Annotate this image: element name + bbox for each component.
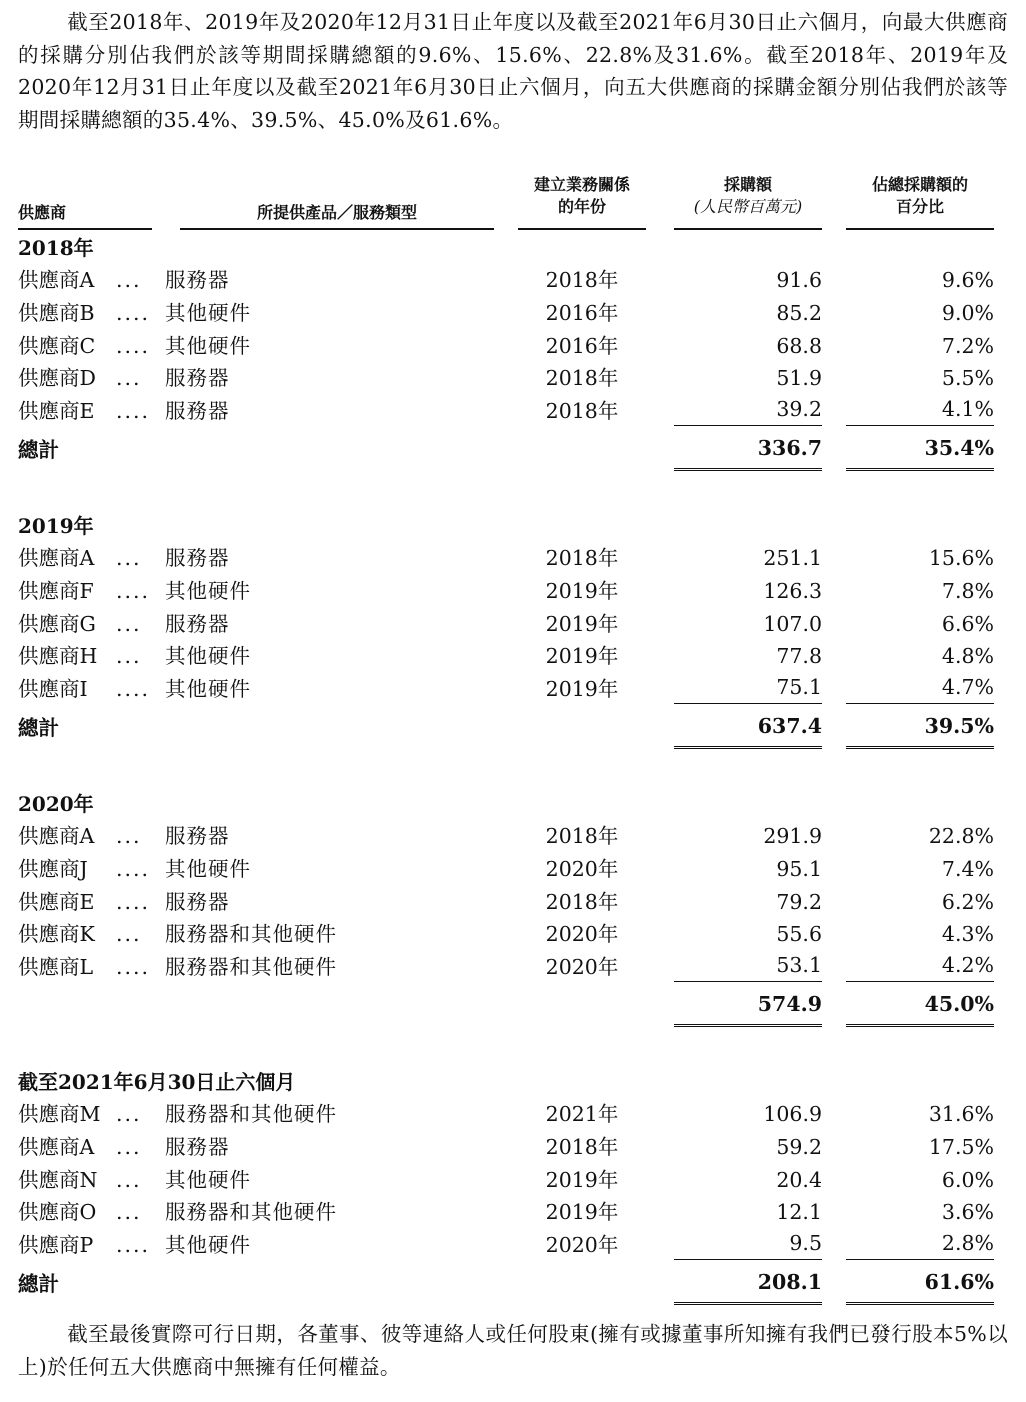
relationship-year: 2019年 <box>545 578 619 603</box>
purchase-percentage: 9.6% <box>941 268 994 292</box>
purchase-amount: 91.6 <box>776 268 822 292</box>
supplier-name: 供應商E <box>18 399 95 424</box>
table-row <box>18 673 994 706</box>
section-title: 2018年 <box>18 236 94 260</box>
header-supplier: 供應商 <box>18 203 67 222</box>
purchase-percentage: 7.2% <box>941 333 994 358</box>
leader-dots: ... <box>116 268 142 292</box>
table-row <box>18 820 994 853</box>
product-type: 服務器和其他硬件 <box>165 1200 337 1225</box>
total-row <box>18 984 994 1024</box>
product-type: 服務器和其他硬件 <box>165 922 337 947</box>
relationship-year: 2020年 <box>545 922 619 947</box>
product-type: 服務器 <box>165 399 230 424</box>
product-type: 其他硬件 <box>165 578 251 603</box>
table-row <box>18 362 994 395</box>
leader-dots: ... <box>116 545 142 570</box>
purchase-amount: 75.1 <box>674 673 822 704</box>
leader-dots: .... <box>116 578 151 603</box>
relationship-year: 2020年 <box>545 1233 619 1258</box>
total-percentage: 61.6% <box>846 1262 994 1305</box>
product-type: 服務器 <box>165 545 230 570</box>
purchase-amount: 107.0 <box>763 611 822 636</box>
total-percentage: 35.4% <box>846 428 994 471</box>
section-title: 2020年 <box>18 791 94 816</box>
relationship-year: 2019年 <box>545 611 619 636</box>
supplier-name: 供應商A <box>18 545 95 570</box>
product-type: 其他硬件 <box>165 333 251 358</box>
header-amount-line2: (人民幣百萬元) <box>693 197 803 216</box>
product-type: 其他硬件 <box>165 856 251 881</box>
table-row <box>18 918 994 951</box>
product-type: 其他硬件 <box>165 677 251 702</box>
purchase-amount: 53.1 <box>674 951 822 982</box>
product-type: 服務器和其他硬件 <box>165 1101 337 1126</box>
relationship-year: 2019年 <box>545 1200 619 1225</box>
header-pct-line2: 百分比 <box>895 197 944 216</box>
header-amount-line1: 採購額 <box>723 175 772 194</box>
purchase-amount: 79.2 <box>776 889 822 914</box>
purchase-percentage: 4.2% <box>846 951 994 982</box>
total-percentage: 45.0% <box>846 984 994 1027</box>
leader-dots: ... <box>116 611 142 636</box>
table-row <box>18 608 994 641</box>
purchase-amount: 55.6 <box>776 922 822 947</box>
leader-dots: .... <box>116 677 151 702</box>
supplier-name: 供應商N <box>18 1167 98 1192</box>
purchase-amount: 68.8 <box>776 333 822 358</box>
table-row <box>18 542 994 575</box>
leader-dots: .... <box>116 1233 151 1258</box>
supplier-name: 供應商O <box>18 1200 97 1225</box>
product-type: 服務器和其他硬件 <box>165 955 337 980</box>
relationship-year: 2020年 <box>545 955 619 980</box>
purchase-percentage: 3.6% <box>941 1200 994 1225</box>
relationship-year: 2019年 <box>545 677 619 702</box>
purchase-percentage: 7.8% <box>941 578 994 603</box>
total-amount: 574.9 <box>674 984 822 1027</box>
total-amount: 637.4 <box>674 706 822 749</box>
purchase-amount: 20.4 <box>776 1167 822 1192</box>
purchase-percentage: 6.0% <box>941 1167 994 1192</box>
supplier-table <box>18 168 994 1302</box>
product-type: 其他硬件 <box>165 300 251 325</box>
leader-dots: ... <box>116 922 142 947</box>
purchase-percentage: 4.7% <box>846 673 994 704</box>
table-header <box>18 168 994 230</box>
supplier-name: 供應商D <box>18 366 96 391</box>
supplier-name: 供應商J <box>18 856 88 881</box>
purchase-percentage: 22.8% <box>928 823 994 848</box>
table-row <box>18 395 994 428</box>
leader-dots: ... <box>116 823 142 848</box>
table-row <box>18 1196 994 1229</box>
supplier-name: 供應商C <box>18 333 96 358</box>
purchase-percentage: 2.8% <box>846 1229 994 1260</box>
purchase-percentage: 7.4% <box>941 856 994 881</box>
closing-paragraph: 截至最後實際可行日期，各董事、彼等連絡人或任何股東(擁有或據董事所知擁有我們已發行股本5%以上)於任何五大供應商中無擁有任何權益。 <box>18 1322 1008 1379</box>
purchase-amount: 59.2 <box>776 1134 822 1159</box>
supplier-name: 供應商F <box>18 578 94 603</box>
purchase-percentage: 9.0% <box>941 300 994 325</box>
supplier-name: 供應商M <box>18 1101 101 1126</box>
total-row <box>18 706 994 746</box>
table-row <box>18 1098 994 1131</box>
supplier-name: 供應商A <box>18 268 95 292</box>
table-row <box>18 1164 994 1197</box>
leader-dots: ... <box>116 366 142 391</box>
purchase-amount: 106.9 <box>763 1101 822 1126</box>
product-type: 其他硬件 <box>165 1167 251 1192</box>
table-row <box>18 640 994 673</box>
supplier-name: 供應商B <box>18 300 95 325</box>
relationship-year: 2018年 <box>545 545 619 570</box>
supplier-name: 供應商E <box>18 889 95 914</box>
purchase-percentage: 4.8% <box>941 644 994 669</box>
purchase-percentage: 4.1% <box>846 395 994 426</box>
purchase-amount: 9.5 <box>674 1229 822 1260</box>
product-type: 其他硬件 <box>165 1233 251 1258</box>
table-row <box>18 297 994 330</box>
leader-dots: .... <box>116 856 151 881</box>
purchase-percentage: 31.6% <box>928 1101 994 1126</box>
leader-dots: .... <box>116 300 151 325</box>
leader-dots: .... <box>116 889 151 914</box>
supplier-name: 供應商A <box>18 1134 95 1159</box>
purchase-amount: 12.1 <box>776 1200 822 1225</box>
table-row <box>18 330 994 363</box>
total-label: 總計 <box>18 437 59 462</box>
supplier-name: 供應商L <box>18 955 94 980</box>
product-type: 其他硬件 <box>165 644 251 669</box>
leader-dots: .... <box>116 955 151 980</box>
total-percentage: 39.5% <box>846 706 994 749</box>
table-row <box>18 951 994 984</box>
table-row <box>18 853 994 886</box>
relationship-year: 2016年 <box>545 300 619 325</box>
purchase-percentage: 6.2% <box>941 889 994 914</box>
total-amount: 208.1 <box>674 1262 822 1305</box>
table-row <box>18 1131 994 1164</box>
header-year-line2: 的年份 <box>557 197 606 216</box>
leader-dots: ... <box>116 1167 142 1192</box>
purchase-percentage: 5.5% <box>941 366 994 391</box>
total-row <box>18 428 994 468</box>
table-row <box>18 1229 994 1262</box>
header-product: 所提供產品／服務類型 <box>256 203 417 222</box>
purchase-amount: 39.2 <box>674 395 822 426</box>
relationship-year: 2019年 <box>545 1167 619 1192</box>
product-type: 服務器 <box>165 366 230 391</box>
supplier-name: 供應商H <box>18 644 98 669</box>
purchase-amount: 85.2 <box>776 300 822 325</box>
header-pct <box>846 174 994 218</box>
relationship-year: 2019年 <box>545 644 619 669</box>
purchase-amount: 251.1 <box>763 545 822 570</box>
supplier-name: 供應商K <box>18 922 95 947</box>
leader-dots: ... <box>116 644 142 669</box>
header-amount <box>674 174 822 218</box>
supplier-name: 供應商A <box>18 823 95 848</box>
supplier-name: 供應商G <box>18 611 96 636</box>
product-type: 服務器 <box>165 823 230 848</box>
relationship-year: 2018年 <box>545 366 619 391</box>
relationship-year: 2021年 <box>545 1101 619 1126</box>
purchase-percentage: 17.5% <box>928 1134 994 1159</box>
section-title: 截至2021年6月30日止六個月 <box>18 1069 296 1094</box>
purchase-percentage: 15.6% <box>928 545 994 570</box>
leader-dots: ... <box>116 1200 142 1225</box>
header-year <box>518 174 646 218</box>
relationship-year: 2018年 <box>545 1134 619 1159</box>
purchase-amount: 126.3 <box>763 578 822 603</box>
relationship-year: 2016年 <box>545 333 619 358</box>
table-row <box>18 264 994 297</box>
relationship-year: 2018年 <box>545 889 619 914</box>
total-amount: 336.7 <box>674 428 822 471</box>
relationship-year: 2018年 <box>545 823 619 848</box>
purchase-amount: 95.1 <box>776 856 822 881</box>
product-type: 服務器 <box>165 1134 230 1159</box>
purchase-amount: 291.9 <box>763 823 822 848</box>
table-row <box>18 886 994 919</box>
total-label: 總計 <box>18 1271 59 1296</box>
purchase-percentage: 4.3% <box>941 922 994 947</box>
supplier-name: 供應商P <box>18 1233 94 1258</box>
section-2021-h1 <box>18 1064 994 1302</box>
leader-dots: ... <box>116 1134 142 1159</box>
relationship-year: 2018年 <box>545 399 619 424</box>
header-pct-line1: 佔總採購額的 <box>871 175 968 194</box>
purchase-amount: 77.8 <box>776 644 822 669</box>
section-2018 <box>18 230 994 468</box>
product-type: 服務器 <box>165 268 230 292</box>
header-year-line1: 建立業務關係 <box>533 175 630 194</box>
purchase-amount: 51.9 <box>776 366 822 391</box>
total-label: 總計 <box>18 715 59 740</box>
relationship-year: 2020年 <box>545 856 619 881</box>
section-2020 <box>18 786 994 1024</box>
product-type: 服務器 <box>165 611 230 636</box>
leader-dots: .... <box>116 333 151 358</box>
relationship-year: 2018年 <box>545 268 619 292</box>
product-type: 服務器 <box>165 889 230 914</box>
table-row <box>18 575 994 608</box>
intro-paragraph: 截至2018年、2019年及2020年12月31日止年度以及截至2021年6月30日止六個月，向最大供應商的採購分別佔我們於該等期間採購總額的9.6%、15.6%、22.8%及31.6%。截至2018年、2019年及2020年12月31日止年度以及截至2021年6月30日止六個月，向五大供應商的採購金額分別佔我們於該等期間採購總額的35.4%、39.5%、45.0%及61.6%。 <box>18 10 1008 132</box>
leader-dots: ... <box>116 1101 142 1126</box>
total-row <box>18 1262 994 1302</box>
leader-dots: .... <box>116 399 151 424</box>
supplier-name: 供應商I <box>18 677 88 702</box>
purchase-percentage: 6.6% <box>941 611 994 636</box>
section-2019 <box>18 508 994 746</box>
section-title: 2019年 <box>18 513 94 538</box>
